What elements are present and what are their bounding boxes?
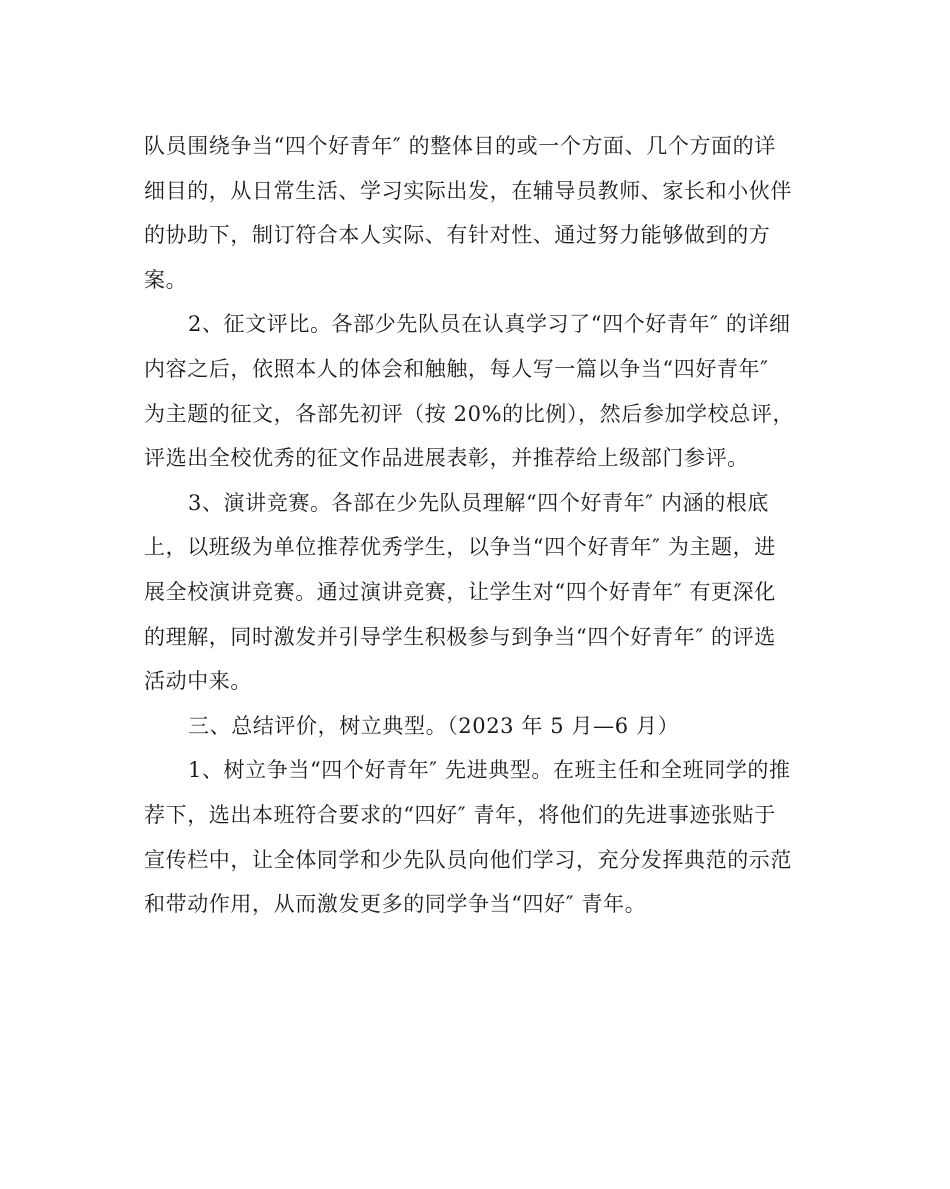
text-line: 展全校演讲竞赛。通过演讲竞赛，让学生对“四个好青年″ 有更深化 [144, 579, 776, 604]
text-line: 和带动作用，从而激发更多的同学争当“四好″ 青年。 [144, 892, 647, 917]
text-line: 上，以班级为单位推荐优秀学生，以争当“四个好青年″ 为主题，进 [144, 535, 776, 560]
text-line: 荐下，选出本班符合要求的“四好″ 青年，将他们的先进事迹张贴于 [144, 802, 776, 827]
document-body [144, 124, 808, 927]
text-line: 宣传栏中，让全体同学和少先队员向他们学习，充分发挥典范的示范 [144, 847, 792, 872]
text-line: 的协助下，制订符合本人实际、有针对性、通过努力能够做到的方 [144, 223, 771, 248]
text-line: 的理解，同时激发并引导学生积极参与到争当“四个好青年″ 的评选 [144, 624, 776, 649]
text-line: 活动中来。 [144, 669, 252, 694]
section-heading: 三、总结评价，树立典型。（2023 年 5 月—6 月） [188, 713, 680, 738]
text-line: 案。 [144, 267, 188, 292]
text-line: 队员围绕争当“四个好青年″ 的整体目的或一个方面、几个方面的详 [144, 134, 776, 158]
text-line: 评选出全校优秀的征文作品进展表彰，并推荐给上级部门参评。 [144, 446, 749, 471]
text-line: 为主题的征文，各部先初评（按 20%的比例），然后参加学校总评， [144, 401, 795, 426]
paragraph-essay-contest: 2、征文评比。各部少先队员在认真学习了“四个好青年″ 的详细 [188, 312, 791, 337]
paragraph-speech-contest: 3、演讲竞赛。各部在少先队员理解“四个好青年″ 内涵的根底 [188, 490, 770, 515]
text-line: 内容之后，依照本人的体会和触触，每人写一篇以争当“四好青年″ [144, 356, 769, 381]
paragraph-role-models: 1、树立争当“四个好青年″ 先进典型。在班主任和全班同学的推 [188, 758, 791, 783]
text-line: 细目的，从日常生活、学习实际出发，在辅导员教师、家长和小伙伴 [144, 178, 792, 203]
